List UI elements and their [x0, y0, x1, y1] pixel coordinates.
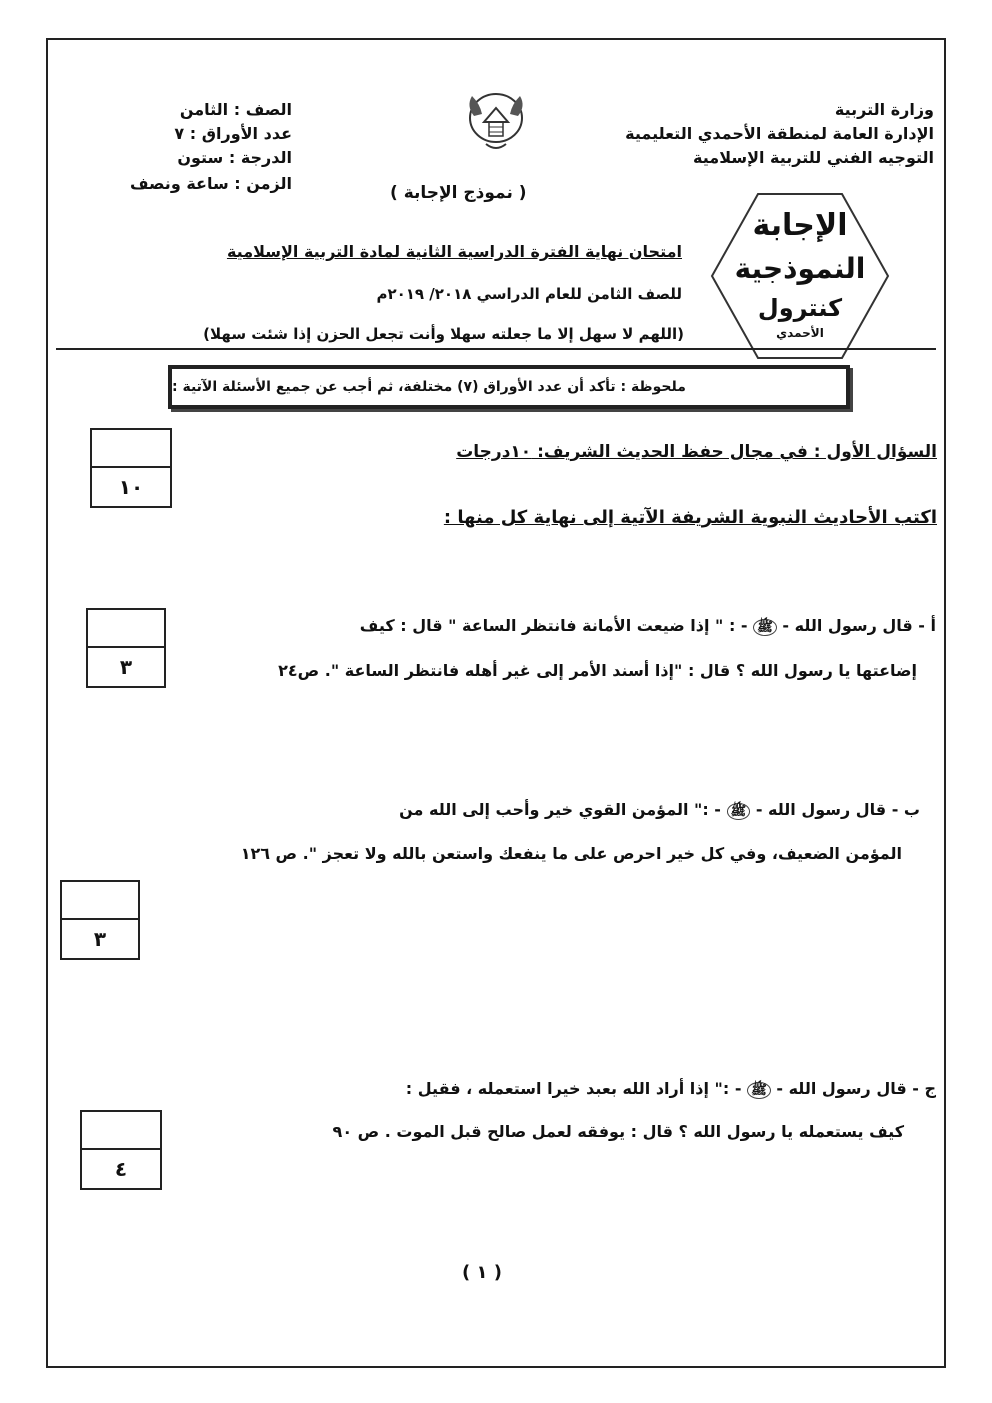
kuwait-emblem-icon: [456, 86, 536, 156]
instructions-note-text: ملحوظة : تأكد أن عدد الأوراق (٧) مختلفة، ثم أجب عن جميع الأسئلة الآتية :: [172, 379, 686, 395]
stamp-line3: كنترول: [757, 294, 843, 322]
saw-symbol-icon: ﷺ: [747, 1082, 771, 1099]
opening-prayer: (اللهم لا سهل إلا ما جعلته سهلا وأنت تجعل الحزن إذا شئت سهلا): [203, 325, 684, 343]
instructions-note: [168, 365, 850, 409]
hadith-a-line2: إضاعتها يا رسول الله ؟ قال : "إذا أسند الأمر إلى غير أهله فانتظر الساعة ". ص٢٤: [278, 661, 917, 680]
model-answer-title: ( نموذج الإجابة ): [390, 183, 527, 203]
exam-year: للصف الثامن للعام الدراسي ٢٠١٨/ ٢٠١٩م: [376, 285, 682, 303]
stamp-line1: الإجابة: [752, 208, 848, 243]
hadith-b-text1: - :" المؤمن القوي خير وأحب إلى الله من: [399, 800, 721, 819]
hadith-a-line1: [360, 616, 936, 638]
hadith-b-mark: ٣: [93, 927, 107, 951]
model-answer-stamp: [708, 190, 892, 362]
hadith-c-intro: ج - قال رسول الله -: [776, 1079, 936, 1098]
hadith-a-text1: - : " إذا ضيعت الأمانة فانتظر الساعة " قال : كيف: [359, 616, 748, 635]
hadith-a-intro: أ - قال رسول الله -: [782, 616, 936, 635]
grade-label: الصف : الثامن: [179, 100, 292, 119]
time-label: الزمن : ساعة ونصف: [129, 174, 292, 193]
saw-symbol-icon: ﷺ: [753, 619, 777, 636]
page-number: ( ١ ): [462, 1262, 502, 1283]
divider: [56, 348, 936, 350]
question1-instruction: اكتب الأحاديث النبوية الشريفة الآتية إلى نهاية كل منها :: [443, 507, 937, 528]
ministry-header: [625, 98, 934, 170]
hadith-a-mark-box: [86, 608, 166, 688]
directorate-name: الإدارة العامة لمنطقة الأحمدي التعليمية: [625, 124, 934, 143]
hadith-c-mark: ٤: [114, 1157, 128, 1181]
hadith-b-line2: المؤمن الضعيف، وفي كل خير احرص على ما ينفعك واستعن بالله ولا تعجز ". ص ١٢٦: [240, 844, 902, 863]
hadith-c-line2: كيف يستعمله يا رسول الله ؟ قال : يوفقه لعمل صالح قبل الموت . ص ٩٠: [332, 1122, 904, 1141]
hadith-b-intro: ب - قال رسول الله -: [755, 800, 920, 819]
saw-symbol-icon: ﷺ: [727, 803, 751, 820]
question1-total-mark: ١٠: [118, 475, 144, 499]
hadith-c-text1: - :" إذا أراد الله بعبد خيرا استعمله ، فقيل :: [405, 1079, 742, 1098]
exam-info: [102, 98, 292, 196]
hadith-a-mark: ٣: [119, 655, 133, 679]
ministry-name: وزارة التربية: [834, 100, 934, 119]
stamp-line4: الأحمدي: [776, 326, 824, 340]
exam-title: امتحان نهاية الفترة الدراسية الثانية لمادة التربية الإسلامية: [226, 242, 682, 261]
question1-title: السؤال الأول : في مجال حفظ الحديث الشريف: ١٠درجات: [456, 442, 937, 462]
hadith-c-line1: [406, 1079, 936, 1101]
question1-mark-box: [90, 428, 172, 508]
supervision-name: التوجيه الفني للتربية الإسلامية: [693, 148, 934, 167]
hadith-b-mark-box: [60, 880, 140, 960]
hadith-c-mark-box: [80, 1110, 162, 1190]
stamp-line2: النموذجية: [734, 252, 866, 285]
pages-label: عدد الأوراق : ٧: [174, 124, 292, 143]
score-label: الدرجة : ستون: [177, 148, 292, 167]
hadith-b-line1: [399, 800, 920, 822]
